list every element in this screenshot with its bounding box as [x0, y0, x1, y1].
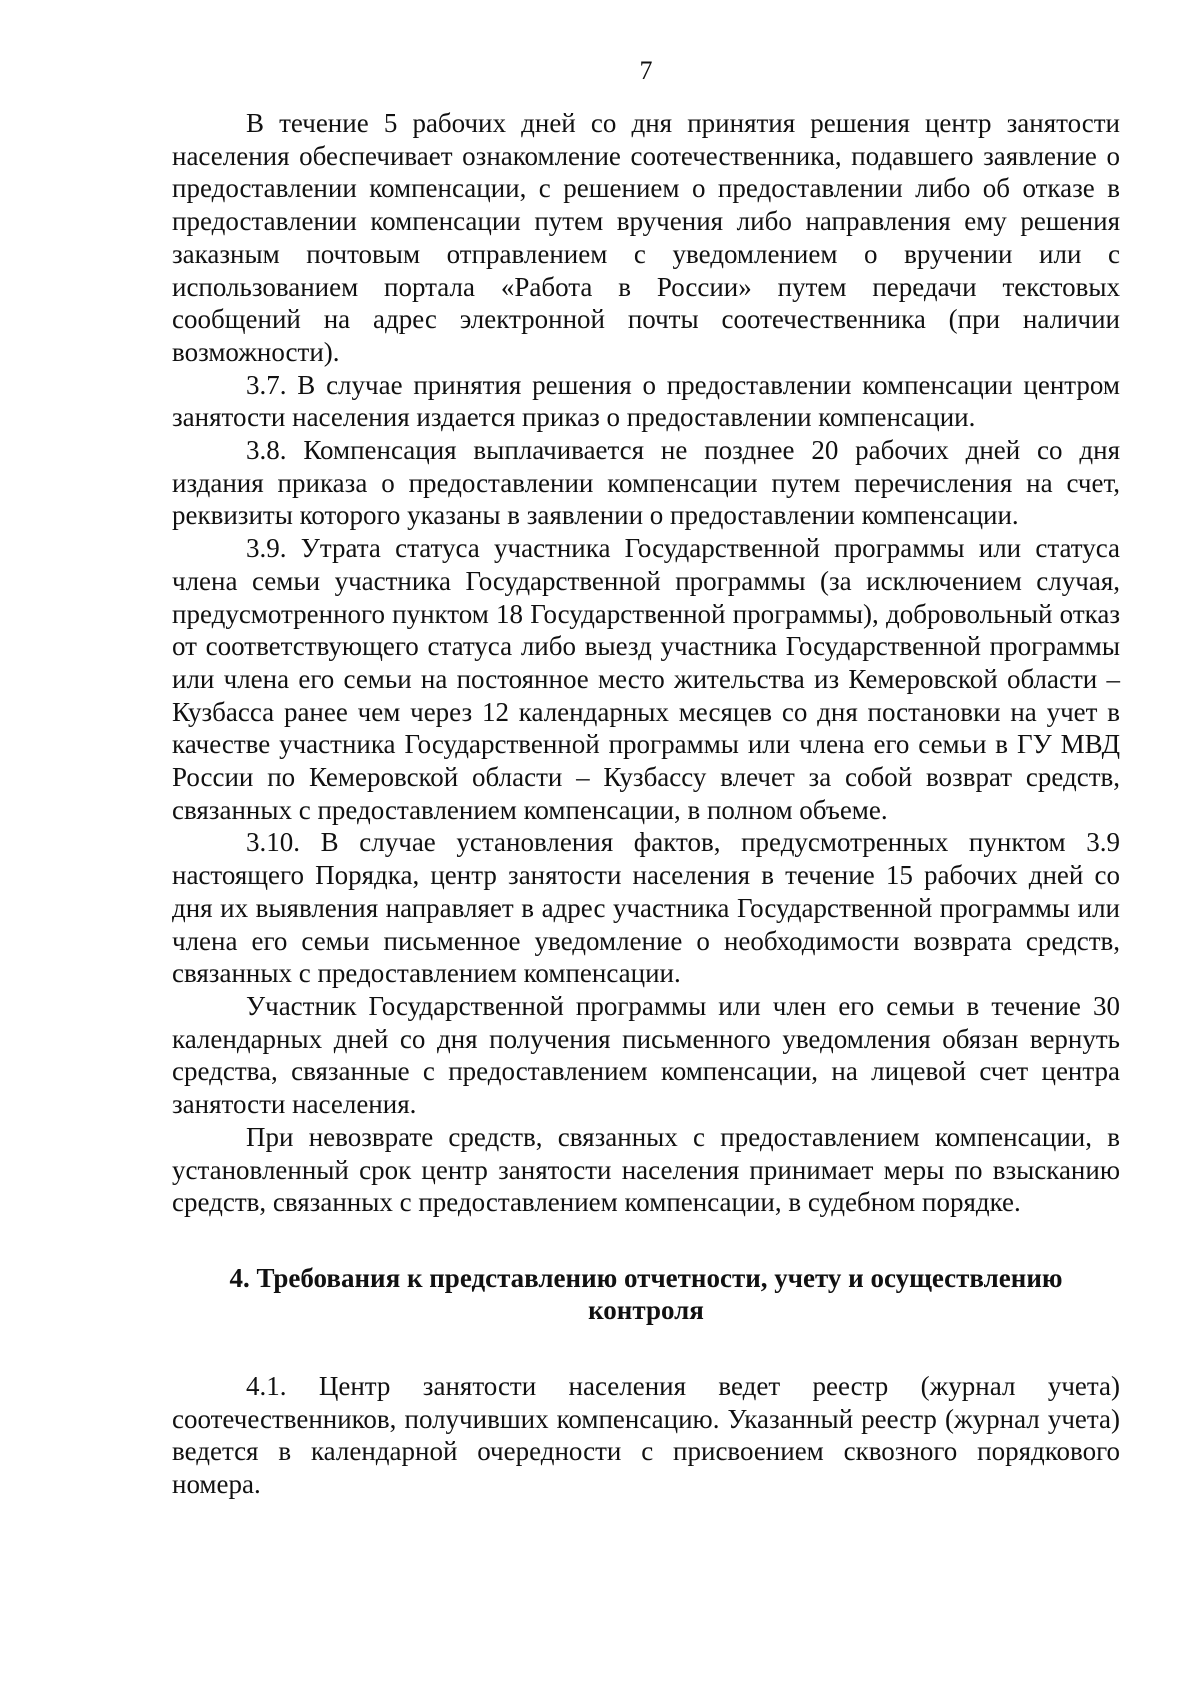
paragraph-3-9: 3.9. Утрата статуса участника Государственной программы или статуса члена семьи участника Государственной программы (за исключением случая, предусмотренного пунктом 18 Государственной программы), добровольный отказ от соответствующего статуса либо выезд участника Государственной программы или члена его семьи на постоянное место жительства из Кемеровской области – Кузбасса ранее чем через 12 календарных месяцев со дня постановки на учет в качестве участника Государственной программы или члена его семьи в ГУ МВД России по Кемеровской области – Кузбассу влечет за собой возврат средств, связанных с предоставлением компенсации, в полном объеме. [172, 533, 1120, 825]
paragraph-judicial-recovery: При невозврате средств, связанных с предоставлением компенсации, в установленный срок центр занятости населения принимает меры по взысканию средств, связанных с предоставлением компенсации, в судебном порядке. [172, 1121, 1120, 1218]
paragraph-notification: В течение 5 рабочих дней со дня принятия решения центр занятости населения обеспечивает ознакомление соотечественника, подавшего заявление о предоставлении компенсации, с решением о предоставлении либо об отказе в предоставлении компенсации путем вручения либо направления ему решения заказным почтовым отправлением с уведомлением о вручении или с использованием портала «Работа в России» путем передачи текстовых сообщений на адрес электронной почты соотечественника (при наличии возможности). [172, 108, 1120, 367]
section-4-title [172, 1262, 1120, 1326]
section-4-title-line2: контроля [588, 1294, 704, 1325]
paragraph-3-7: 3.7. В случае принятия решения о предоставлении компенсации центром занятости населения издается приказ о предоставлении компенсации. [172, 369, 1120, 433]
document-page [172, 0, 1120, 1501]
paragraph-refund-obligation: Участник Государственной программы или член его семьи в течение 30 календарных дней со дня получения письменного уведомления обязан вернуть средства, связанные с предоставлением компенсации, на лицевой счет центра занятости населения. [172, 990, 1120, 1120]
section-4-title-line1: 4. Требования к представлению отчетности, учету и осуществлению [229, 1262, 1063, 1293]
paragraph-4-1: 4.1. Центр занятости населения ведет реестр (журнал учета) соотечественников, получивших компенсацию. Указанный реестр (журнал учета) ведется в календарной очередности с присвоением сквозного порядкового номера. [172, 1370, 1120, 1500]
paragraph-3-10: 3.10. В случае установления фактов, предусмотренных пунктом 3.9 настоящего Порядка, центр занятости населения в течение 15 рабочих дней со дня их выявления направляет в адрес участника Государственной программы или члена его семьи письменное уведомление о необходимости возврата средств, связанных с предоставлением компенсации. [172, 827, 1120, 989]
page-number: 7 [639, 56, 653, 85]
paragraph-3-8: 3.8. Компенсация выплачивается не позднее 20 рабочих дней со дня издания приказа о предоставлении компенсации путем перечисления на счет, реквизиты которого указаны в заявлении о предоставлении компенсации. [172, 435, 1120, 531]
